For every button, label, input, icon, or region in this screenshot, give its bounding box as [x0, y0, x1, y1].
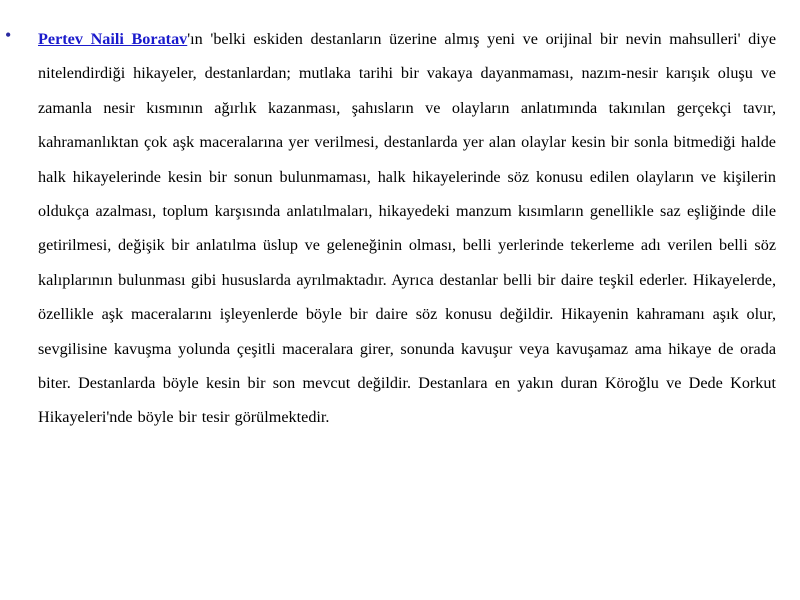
author-link[interactable]: Pertev Naili Boratav [38, 30, 188, 48]
paragraph-text: 'ın 'belki eskiden destanların üzerine almış yeni ve orijinal bir nevin mahsulleri' diye nitelendirdiği hikayeler, destanlardan; mutlaka tarihi bir vakaya dayanmaması, nazım-nesir karışık oluşu ve zamanla nesir kısmının ağırlık kazanması, şahısların ve olayların anlatımında takınılan gerçekçi tavır, kahramanlıktan çok aşk maceralarına yer verilmesi, destanlarda yer alan olaylar kesin bir sonla bitmediği halde halk hikayelerinde kesin bir sonun bulunmaması, halk hikayelerinde söz konusu edilen olayların ve kişilerin oldukça azalması, toplum karşısında anlatılmaları, hikayedeki manzum kısımların genellikle saz eşliğinde dile getirilmesi, değişik bir anlatılma üslup ve geleneğinin olması, belli yerlerinde tekerleme adı verilen belli söz kalıplarının bulunması gibi hususlarda ayrılmaktadır. Ayrıca destanlar belli bir daire teşkil ederler. Hikayelerde, özellikle aşk maceralarını işleyenlerde böyle bir daire söz konusu değildir. Hikayenin kahramanı aşık olur, sevgilisine kavuşma yolunda çeşitli maceralara girer, sonunda kavuşur veya kavuşamaz ama hikaye de orada biter. Destanlarda böyle kesin bir son mevcut değildir. Destanlara en yakın duran Köroğlu ve Dede Korkut Hikayeleri'nde böyle bir tesir görülmektedir. [38, 30, 777, 427]
bullet-paragraph [38, 22, 776, 435]
bullet-icon: • [5, 25, 12, 45]
